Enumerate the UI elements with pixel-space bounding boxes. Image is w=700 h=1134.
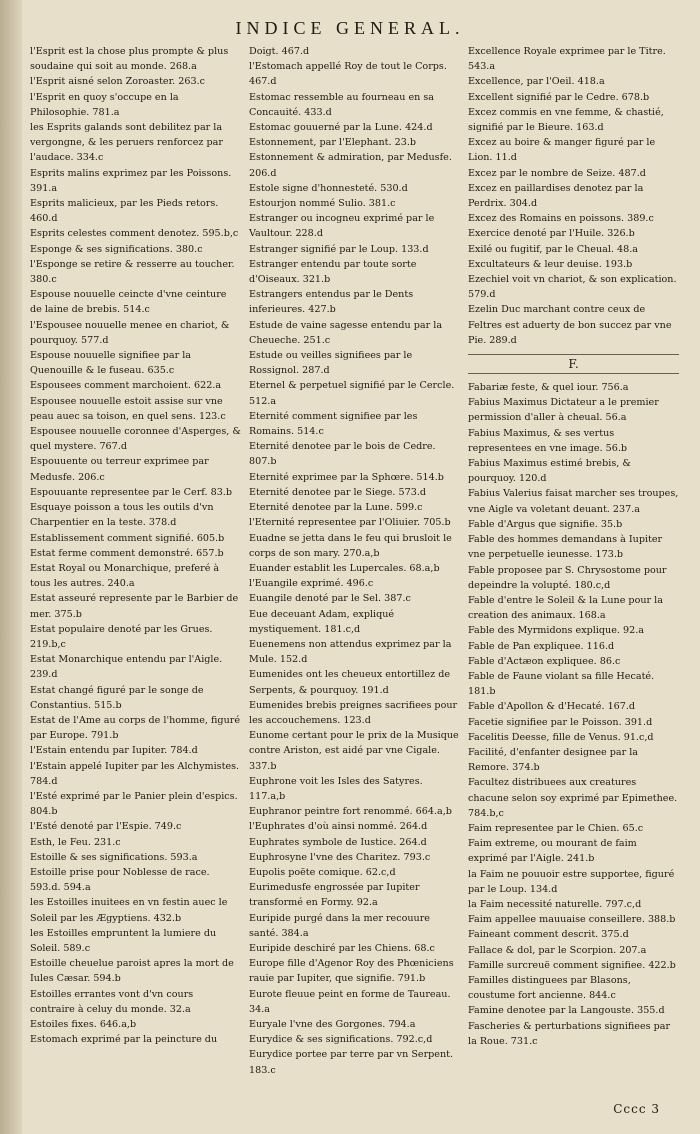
index-entry: Eumenides brebis preignes sacrifiees pour les accouchemens. 123.d xyxy=(249,699,458,726)
index-entry: Ezechiel voit vn chariot, & son explication. 579.d xyxy=(468,274,677,301)
index-entry: Estat asseuré represente par le Barbier de mer. 375.b xyxy=(30,593,239,620)
index-entry: Faineant comment descrit. 375.d xyxy=(468,929,629,941)
index-entry: Estat changé figuré par le songe de Constantius. 515.b xyxy=(30,684,204,711)
index-entry: Espouuante representee par le Cerf. 83.b xyxy=(30,486,232,498)
index-entry: Estat populaire denoté par les Grues. 219.b,c xyxy=(30,623,213,650)
index-entry: Estonnement, par l'Elephant. 23.b xyxy=(249,137,417,149)
index-entry: Estat de l'Ame au corps de l'homme, figuré par Europe. 791.b xyxy=(30,714,241,742)
signature-mark: Cccc 3 xyxy=(613,1102,660,1116)
index-entry: Espouse nouuelle signifiee par la Quenouille & le fuseau. 635.c xyxy=(30,350,191,377)
index-entry: Estonnement & admiration, par Medusfe. 206.d xyxy=(249,152,452,179)
index-entry: Fabius Maximus, & ses vertus representees en vne image. 56.b xyxy=(468,427,628,454)
index-entry: l'Esprit en quoy s'occupe en la Philosophie. 781.a xyxy=(30,91,179,118)
index-entry: Establissement comment signifié. 605.b xyxy=(30,532,225,544)
index-entry: Estoille cheuelue paroist apres la mort de Iules Cæsar. 594.b xyxy=(30,958,234,985)
section-e-entries xyxy=(468,44,679,348)
index-entry: Espousees comment marchoient. 622.a xyxy=(30,380,222,392)
index-entry: Espousee nouuelle estoit assise sur vne peau auec sa toison, en quel sens. 123.c xyxy=(30,395,226,422)
index-column-3 xyxy=(468,44,679,1078)
page-edge xyxy=(0,0,22,1134)
index-entry: Eurydice & ses significations. 792.c,d xyxy=(249,1034,433,1046)
index-column-1 xyxy=(30,44,241,1078)
index-entry: Exilé ou fugitif, par le Cheual. 48.a xyxy=(468,243,638,255)
index-entry: Esquaye poisson a tous les outils d'vn Charpentier en la teste. 378.d xyxy=(30,502,214,529)
index-entry: Fable proposee par S. Chrysostome pour depeindre la volupté. 180.c,d xyxy=(468,564,667,591)
index-entry: l'Esté exprimé par le Panier plein d'espics. 804.b xyxy=(30,790,238,818)
index-entry: les Estoilles empruntent la lumiere du Soleil. 589.c xyxy=(30,927,217,954)
index-entry: Fallace & dol, par le Scorpion. 207.a xyxy=(468,944,647,956)
index-entry: Excez par le nombre de Seize. 487.d xyxy=(468,167,646,179)
index-entry: l'Esprit aisné selon Zoroaster. 263.c xyxy=(30,76,205,88)
index-entry: l'Euphrates d'où ainsi nommé. 264.d xyxy=(249,821,428,833)
index-entry: Fable de Pan expliquee. 116.d xyxy=(468,640,615,652)
index-entry: Estourjon nommé Sulio. 381.c xyxy=(249,198,396,210)
index-entry: Facelitis Deesse, fille de Venus. 91.c,d xyxy=(468,731,654,743)
index-entry: Esponge & ses significations. 380.c xyxy=(30,243,203,255)
index-entry: Euander establit les Lupercales. 68.a,b xyxy=(249,562,440,574)
index-entry: Euphranor peintre fort renommé. 664.a,b xyxy=(249,806,452,818)
index-entry: Eumenides ont les cheueux entortillez de Serpents, & pourquoy. 191.d xyxy=(249,669,451,696)
index-entry: Eternité denotee par le Siege. 573.d xyxy=(249,486,427,498)
index-entry: Espouse nouuelle ceincte d'vne ceinture de laine de brebis. 514.c xyxy=(30,289,227,316)
index-entry: Fable d'Actæon expliquee. 86.c xyxy=(468,655,621,667)
index-entry: Estomac gouuerné par la Lune. 424.d xyxy=(249,122,433,134)
index-entry: Estranger ou incogneu exprimé par le Vaultour. 228.d xyxy=(249,213,435,240)
index-entry: Fable d'entre le Soleil & la Lune pour la creation des animaux. 168.a xyxy=(468,594,663,622)
index-entry: Eternel & perpetuel signifié par le Cercle. 512.a xyxy=(249,380,455,407)
index-entry: Fable de Faune violant sa fille Hecaté. 181.b xyxy=(468,670,655,698)
index-entry: Estole signe d'honnesteté. 530.d xyxy=(249,182,408,194)
index-entry: Famille surcreuë comment signifiee. 422.b xyxy=(468,959,676,971)
index-entry: l'Estomach appellé Roy de tout le Corps. 467.d xyxy=(249,61,447,88)
index-entry: Excez en paillardises denotez par la Perdrix. 304.d xyxy=(468,182,644,210)
index-entry: l'Espousee nouuelle menee en chariot, & pourquoy. 577.d xyxy=(30,319,230,346)
index-entry: Estrangers entendus par le Dents inferieures. 427.b xyxy=(249,289,414,316)
index-entry: Espouuente ou terreur exprimee par Medusfe. 206.c xyxy=(30,456,209,483)
index-entry: Excez des Romains en poissons. 389.c xyxy=(468,213,654,225)
index-entry: Esprits malins exprimez par les Poissons. 391.a xyxy=(30,167,232,194)
index-entry: Eupolis poëte comique. 62.c,d xyxy=(249,866,396,878)
index-entry: Excellence Royale exprimee par le Titre. 543.a xyxy=(468,46,666,73)
index-entry: Facultez distribuees aux creatures chacune selon soy exprimé par Epimethee. 784.b,c xyxy=(468,777,678,819)
index-entry: Estat Royal ou Monarchique, preferé à tous les autres. 240.a xyxy=(30,562,220,590)
index-entry: les Esprits galands sont debilitez par la vergongne, & les peruers renforcez par l'audace. 334.c xyxy=(30,122,223,164)
index-entry: Espousee nouuelle coronnee d'Asperges, & quel mystere. 767.d xyxy=(30,426,241,453)
index-entry: Estat Monarchique entendu par l'Aigle. 239.d xyxy=(30,654,223,681)
index-entry: Eue deceuant Adam, expliqué mystiquement. 181.c,d xyxy=(249,608,395,635)
index-column-2 xyxy=(249,44,460,1078)
index-entry: Facetie signifiee par le Poisson. 391.d xyxy=(468,716,653,728)
section-f-entries xyxy=(468,380,679,1049)
index-entry: Fascheries & perturbations signifiees par la Roue. 731.c xyxy=(468,1020,671,1047)
index-entry: Estoille & ses significations. 593.a xyxy=(30,851,198,863)
index-entry: Estoilles errantes vont d'vn cours contraire à celuy du monde. 32.a xyxy=(30,988,194,1015)
index-entry: la Faim necessité naturelle. 797.c,d xyxy=(468,898,642,910)
index-entry: Eternité exprimee par la Sphœre. 514.b xyxy=(249,471,444,483)
index-entry: Eternité denotee par le bois de Cedre. 807.b xyxy=(249,441,436,468)
index-entry: la Faim ne pouuoir estre supportee, figuré par le Loup. 134.d xyxy=(468,868,675,895)
index-entry: Eurote fleuue peint en forme de Taureau. 34.a xyxy=(249,988,451,1015)
index-entry: Estude de vaine sagesse entendu par la Cheueche. 251.c xyxy=(249,319,443,346)
index-entry: l'Esté denoté par l'Espie. 749.c xyxy=(30,821,182,833)
index-entry: Euryale l'vne des Gorgones. 794.a xyxy=(249,1019,416,1030)
index-entry: Eurydice portee par terre par vn Serpent. 183.c xyxy=(249,1049,454,1076)
index-entry: Faim representee par le Chien. 65.c xyxy=(468,822,644,834)
index-entry: Eternité comment signifiee par les Romains. 514.c xyxy=(249,410,418,438)
index-entry: Fable d'Argus que signifie. 35.b xyxy=(468,518,623,530)
index-entry: Euphrone voit les Isles des Satyres. 117.a,b xyxy=(249,775,423,802)
index-entry: Estranger entendu par toute sorte d'Oiseaux. 321.b xyxy=(249,258,417,286)
index-entry: l'Eternité representee par l'Oliuier. 705.b xyxy=(249,517,451,529)
index-entry: Europe fille d'Agenor Roy des Phœniciens rauie par Iupiter, que signifie. 791.b xyxy=(249,958,454,985)
index-entry: l'Estain entendu par Iupiter. 784.d xyxy=(30,745,198,757)
index-entry: Euphrosyne l'vne des Charitez. 793.c xyxy=(249,851,431,863)
index-entry: l'Esprit est la chose plus prompte & plus soudaine qui soit au monde. 268.a xyxy=(30,46,229,73)
index-entry: Fabius Valerius faisat marcher ses troupes, vne Aigle va voletant deuant. 237.a xyxy=(468,488,679,515)
index-entry: Familles distinguees par Blasons, coustume fort ancienne. 844.c xyxy=(468,974,631,1002)
index-entry: Fabariæ feste, & quel iour. 756.a xyxy=(468,382,629,394)
index-entry: Excez commis en vne femme, & chastié, signifié par le Bieure. 163.d xyxy=(468,106,664,134)
index-entry: Euangile denoté par le Sel. 387.c xyxy=(249,593,411,605)
index-entry: l'Estain appelé Iupiter par les Alchymistes. 784.d xyxy=(30,760,240,787)
index-entry: Excultateurs & leur deuise. 193.b xyxy=(468,258,633,270)
index-entry: Fable d'Apollon & d'Hecaté. 167.d xyxy=(468,701,636,713)
index-entry: Fable des Myrmidons explique. 92.a xyxy=(468,625,644,637)
index-entry: les Estoilles inuitees en vn festin auec le Soleil par les Ægyptiens. 432.b xyxy=(30,897,228,924)
index-entry: Facilité, d'enfanter designee par la Remore. 374.b xyxy=(468,746,639,774)
index-entry: Estomac ressemble au fourneau en sa Concauité. 433.d xyxy=(249,91,435,118)
index-entry: Excez au boire & manger figuré par le Lion. 11.d xyxy=(468,137,656,164)
index-entry: l'Euangile exprimé. 496.c xyxy=(249,578,374,590)
index-entry: Eternité denotee par la Lune. 599.c xyxy=(249,502,423,514)
index-entry: Faim extreme, ou mourant de faim exprimé par l'Aigle. 241.b xyxy=(468,838,637,865)
index-entry: Ezelin Duc marchant contre ceux de Feltres est aduerty de bon succez par vne Pie. 289.d xyxy=(468,304,672,346)
page-header: INDICE GENERAL. xyxy=(235,18,465,38)
index-entry: Euphrates symbole de Iustice. 264.d xyxy=(249,836,427,848)
index-entry: Esprits celestes comment denotez. 595.b,c xyxy=(30,228,239,240)
index-entry: Esprits malicieux, par les Pieds retors. 460.d xyxy=(30,198,219,225)
index-entry: Estranger signifié par le Loup. 133.d xyxy=(249,243,429,255)
index-entry: Euripide purgé dans la mer recouure santé. 384.a xyxy=(249,912,430,939)
index-entry: Exercice denoté par l'Huile. 326.b xyxy=(468,228,635,240)
index-entry: Euadne se jetta dans le feu qui brusloit le corps de son mary. 270.a,b xyxy=(249,532,452,559)
index-columns xyxy=(30,44,680,1078)
index-entry: Esth, le Feu. 231.c xyxy=(30,836,121,848)
index-entry: Doigt. 467.d xyxy=(249,46,310,57)
section-letter-f: F. xyxy=(468,354,679,374)
index-entry: Estoille prise pour Noblesse de race. 593.d. 594.a xyxy=(30,866,210,894)
index-entry: Fabius Maximus estimé brebis, & pourquoy. 120.d xyxy=(468,458,631,485)
index-entry: Faim appellee mauuaise conseillere. 388.b xyxy=(468,914,676,926)
index-entry: Excellence, par l'Oeil. 418.a xyxy=(468,76,605,88)
index-entry: Estude ou veilles signifiees par le Rossignol. 287.d xyxy=(249,350,413,377)
index-entry: Fable des hommes demandans à Iupiter vne perpetuelle ieunesse. 173.b xyxy=(468,534,663,561)
index-entry: Euripide deschiré par les Chiens. 68.c xyxy=(249,942,435,954)
index-entry: l'Esponge se retire & resserre au toucher. 380.c xyxy=(30,258,235,286)
index-entry: Famine denotee par la Langouste. 355.d xyxy=(468,1005,665,1017)
index-entry: Estat ferme comment demonstré. 657.b xyxy=(30,547,224,559)
index-entry: Eunome certant pour le prix de la Musique contre Ariston, est aidé par vne Cigale. 337.b xyxy=(249,730,459,772)
index-entry: Eurimedusfe engrossée par Iupiter transformé en Formy. 92.a xyxy=(249,882,420,909)
index-entry: Euenemens non attendus exprimez par la Mule. 152.d xyxy=(249,638,452,666)
index-entry: Estomach exprimé par la peincture du xyxy=(30,1034,218,1046)
index-entry: Estoiles fixes. 646.a,b xyxy=(30,1019,137,1030)
index-entry: Excellent signifié par le Cedre. 678.b xyxy=(468,91,650,103)
index-entry: Fabius Maximus Dictateur a le premier permission d'aller à cheual. 56.a xyxy=(468,397,659,424)
